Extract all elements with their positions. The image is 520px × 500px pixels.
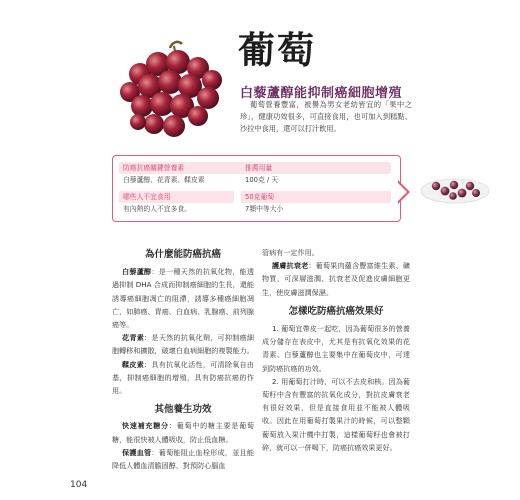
paragraph-text: ：葡萄能阻止血栓形成，並且能降低人體血清膽固醇，對預防心腦血 bbox=[112, 447, 254, 471]
info-box-pointer-inner bbox=[397, 182, 407, 202]
info-value: 100克 / 天 bbox=[245, 176, 279, 184]
info-value: 7顆中等大小 bbox=[245, 205, 284, 213]
paragraph-text: ：是一種天然的抗氧化物，能透過抑制 DHA 合成而抑制癌細胞的生長，還能誘導癌細胞凋亡的阻滯，誘導多種癌細胞凋亡，如肺癌、胃癌、白血病、乳腺癌、前列腺癌等。 bbox=[112, 267, 254, 330]
intro-paragraph: 葡萄營養豐富，被譽為男女老幼皆宜的「果中之珍」，健康功效很多，可直接食用，也可加入到糕點、沙拉中食用，還可以打汁飲用。 bbox=[240, 100, 412, 133]
left-column bbox=[112, 248, 254, 472]
term: 快速補充糖分 bbox=[122, 421, 169, 431]
info-label: 防癌抗癌關鍵營養素 bbox=[119, 162, 269, 174]
info-value: 有內熱的人不宜多食。 bbox=[123, 205, 191, 213]
page-title: 葡萄 bbox=[238, 28, 316, 72]
paragraph-continued: 管病有一定作用。 bbox=[262, 248, 319, 257]
term: 護膚抗衰老 bbox=[272, 261, 309, 271]
paragraph-text: ：葡萄果肉蘊含豐富維生素、礦物質，可深層滋潤、抗衰老及促進皮膚細胞更生，使皮膚滋潤保濕。 bbox=[262, 261, 411, 297]
paragraph-vessels bbox=[112, 446, 254, 472]
info-portion bbox=[241, 191, 391, 215]
grape-bunch-image bbox=[112, 40, 228, 140]
paragraph-tip-2: 2. 用葡萄打汁時，可以不去皮和核。因為葡萄籽中含有豐富的抗氧化成分，對抗皮膚衰老有很好效果，但是直接食用並不能被人體吸收。因此在用葡萄打製果汁的時候，可以整顆葡萄放入果汁機中打製，這樣葡萄籽也會被打碎，就可以一併喝下，防癌抗癌效果更好。 bbox=[262, 376, 410, 452]
info-caution bbox=[119, 191, 234, 215]
info-label: 推薦用量 bbox=[241, 162, 391, 174]
page-number: 104 bbox=[70, 480, 88, 490]
info-dosage bbox=[241, 162, 391, 186]
info-label: 哪些人不宜食用 bbox=[119, 191, 234, 203]
paragraph-text: ：葡萄中的糖主要是葡萄糖，能很快被人體吸收，防止低血糖。 bbox=[112, 421, 255, 444]
paragraph-quercetin bbox=[112, 358, 254, 398]
paragraph-text: ：具有抗氧化活性，可清除氧自由基，抑制癌細胞的增殖，具有防癌抗癌的作用。 bbox=[112, 359, 255, 396]
term: 鞣皮素 bbox=[122, 359, 145, 369]
info-label: 50克葡萄 bbox=[241, 191, 391, 203]
paragraph-sugar bbox=[112, 419, 254, 445]
section-heading: 怎樣吃防癌抗癌效果好 bbox=[288, 305, 384, 317]
term: 保護血管 bbox=[122, 447, 152, 457]
paragraph-tip-1: 1. 葡萄宜帶皮一起吃，因為葡萄很多的營養成分儲存在表皮中，尤其是有抗氧化效果的花青素、白藜蘆醇也主要集中在葡萄皮中，可達到防癌抗癌的功效。 bbox=[262, 324, 410, 373]
page-subtitle: 白藜蘆醇能抑制癌細胞增殖 bbox=[240, 86, 403, 101]
paragraph-resveratrol bbox=[112, 265, 254, 331]
term: 白藜蘆醇 bbox=[122, 267, 152, 277]
paragraph-skin bbox=[262, 259, 410, 299]
right-column bbox=[262, 246, 410, 454]
section-heading: 其他養生功效 bbox=[154, 404, 212, 416]
section-heading: 為什麼能防癌抗癌 bbox=[144, 249, 221, 260]
info-value: 白藜蘆醇、花青素、鞣皮素 bbox=[123, 176, 205, 184]
paragraph-text: ：是天然的抗氧化劑，可抑制癌細胞轉移和擴散，破壞白血病細胞的複製能力。 bbox=[112, 333, 255, 356]
paragraph-anthocyanin bbox=[112, 331, 254, 357]
grape-plate-image bbox=[420, 172, 490, 204]
info-box bbox=[112, 155, 401, 222]
term: 花青素 bbox=[122, 333, 145, 343]
